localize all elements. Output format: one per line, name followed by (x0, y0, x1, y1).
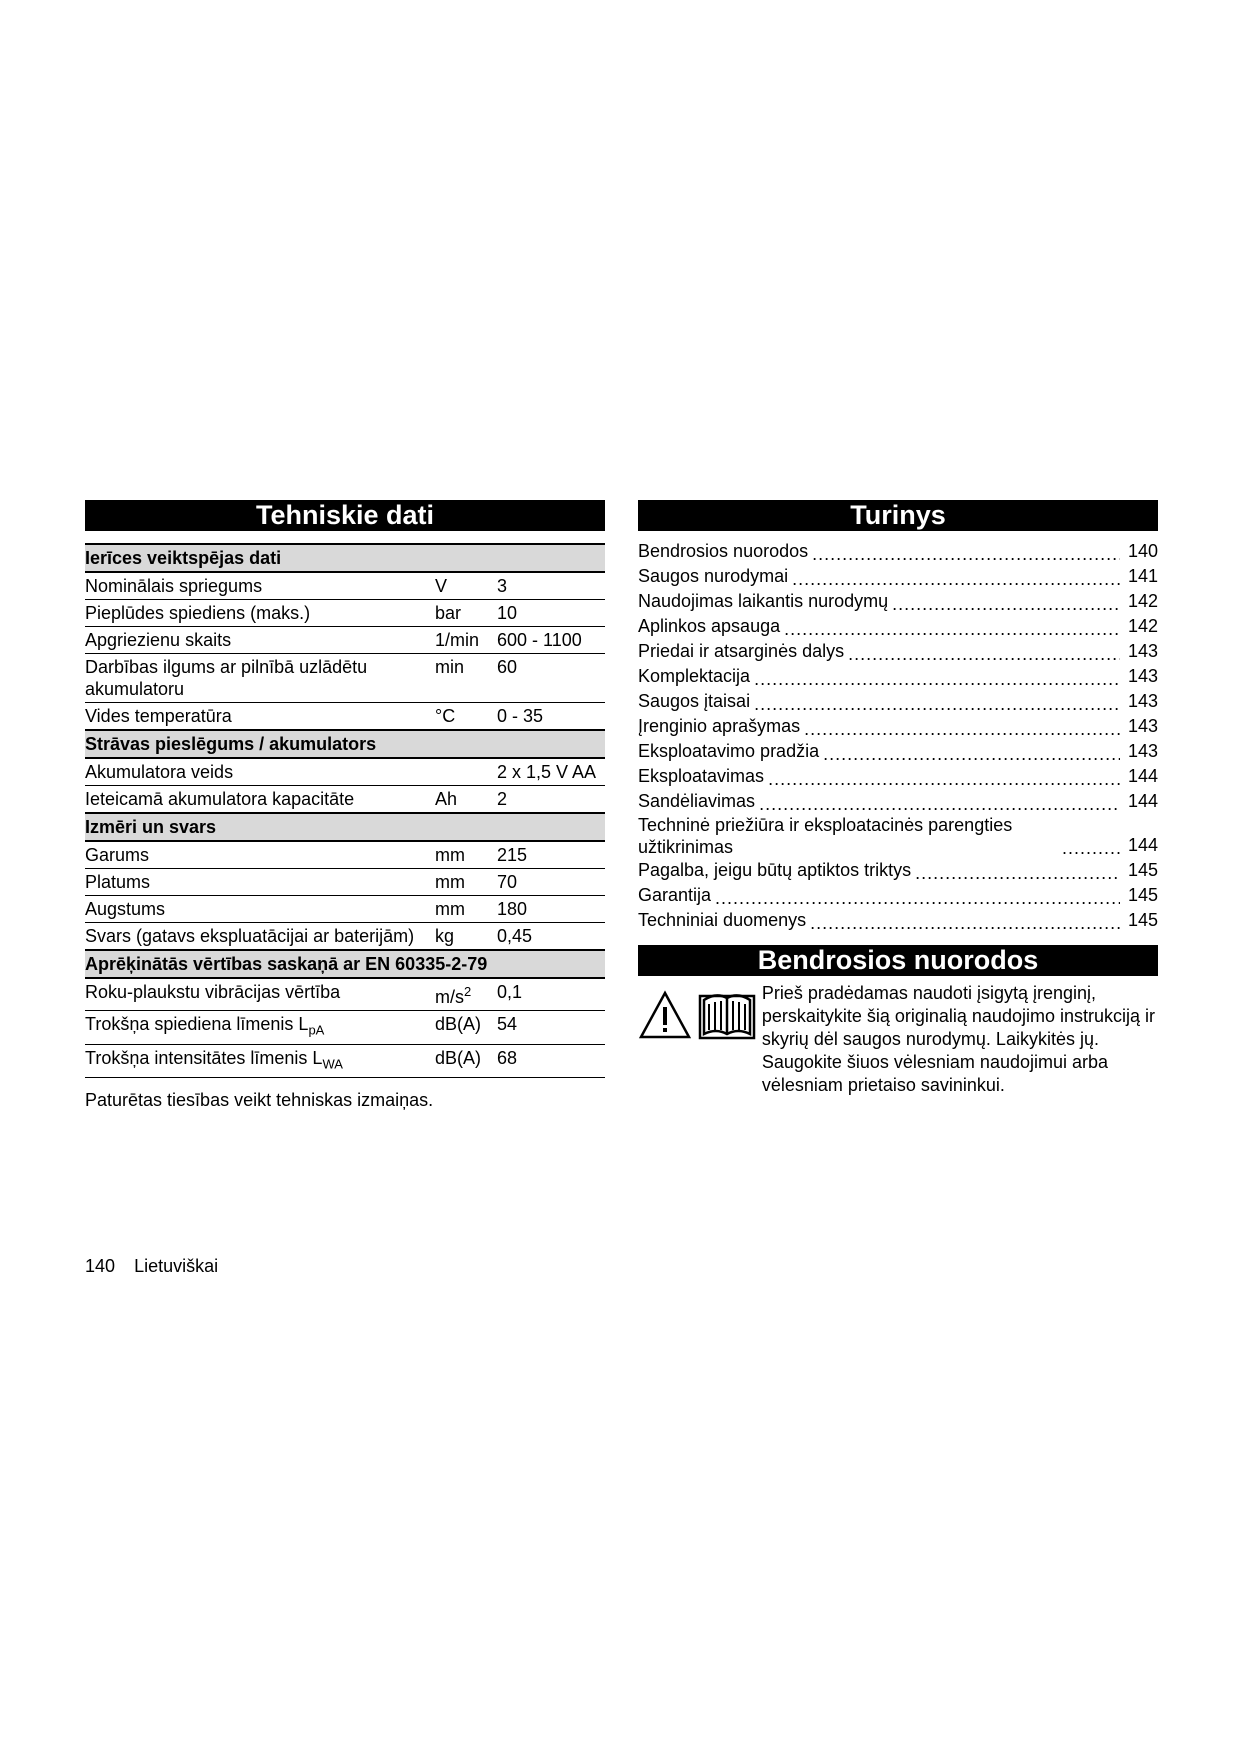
toc-item-label: Bendrosios nuorodos (638, 541, 809, 561)
toc-leader-dots (823, 744, 1120, 764)
rights-note: Paturētas tiesības veikt tehniskas izmaiņas. (85, 1090, 434, 1111)
toc-leader-dots (754, 669, 1120, 689)
spec-label: Trokšņa intensitātes līmenis $L_{WA}$ (85, 1047, 343, 1072)
spec-value: 54 (497, 1014, 518, 1034)
general-notes-intro (638, 982, 1158, 1097)
toc-item-label: Eksploatavimo pradžia (638, 741, 820, 761)
spec-group-heading (85, 950, 605, 978)
toc-item[interactable] (638, 564, 1158, 589)
toc-leader-dots (1062, 838, 1120, 858)
spec-value: 600 - 1100 (497, 630, 582, 650)
toc-item-page: 143 (1127, 666, 1158, 686)
manual-book-icon (698, 990, 756, 1040)
spec-row (85, 654, 605, 703)
toc-item-page: 144 (1127, 766, 1158, 786)
toc-item[interactable] (638, 883, 1158, 908)
spec-value: 0,45 (497, 926, 533, 946)
toc-item-label: Techninė priežiūra ir eksploatacinės parengties užtikrinimas (638, 815, 1013, 857)
toc-item[interactable] (638, 714, 1158, 739)
toc-item-page: 144 (1127, 835, 1158, 855)
spec-table (85, 543, 605, 1078)
toc-item[interactable] (638, 664, 1158, 689)
spec-unit: $m/s^2$ (435, 984, 472, 1007)
spec-label: Darbības ilgums ar pilnībā uzlādētu akumulatoru (85, 657, 368, 699)
spec-unit: V (435, 576, 448, 596)
spec-group-title: Izmēri un svars (85, 813, 605, 841)
spec-label: Ieteicamā akumulatora kapacitāte (85, 789, 355, 809)
technical-data-column (85, 500, 605, 1111)
toc-item[interactable] (638, 689, 1158, 714)
spec-value: 70 (497, 872, 518, 892)
spec-value: 0,1 (497, 982, 523, 1002)
spec-group-title: Aprēķinātās vērtības saskaņā ar EN 60335-2-79 (85, 950, 605, 978)
toc-item[interactable] (638, 539, 1158, 564)
spec-unit: dB(A) (435, 1047, 482, 1068)
toc-item-label: Įrenginio aprašymas (638, 716, 801, 736)
toc-item-label: Sandėliavimas (638, 791, 756, 811)
spec-group-heading (85, 544, 605, 572)
toc-item-label: Pagalba, jeigu būtų aptiktos triktys (638, 860, 912, 880)
toc-leader-dots (768, 769, 1120, 789)
warning-icon (638, 990, 692, 1040)
toc-item-page: 143 (1127, 641, 1158, 661)
toc-leader-dots (792, 569, 1120, 589)
spec-unit: Ah (435, 789, 458, 809)
spec-unit: 1/min (435, 630, 480, 650)
toc-item[interactable] (638, 764, 1158, 789)
spec-value: 2 (497, 789, 508, 809)
spec-row (85, 600, 605, 627)
spec-label: Nominālais spriegums (85, 576, 263, 596)
toc-item-label: Naudojimas laikantis nurodymų (638, 591, 889, 611)
spec-label: Vides temperatūra (85, 706, 232, 726)
toc-leader-dots (784, 619, 1120, 639)
toc-item[interactable] (638, 789, 1158, 814)
spec-unit: mm (435, 872, 465, 892)
spec-unit: dB(A) (435, 1014, 482, 1034)
toc-item[interactable] (638, 639, 1158, 664)
toc-item-page: 142 (1127, 591, 1158, 611)
spec-row (85, 978, 605, 1011)
spec-unit: min (435, 657, 465, 677)
intro-text: Prieš pradėdamas naudoti įsigytą įrenginį, perskaitykite šią originalią naudojimo instrukciją ir skyrių dėl saugos nurodymų. Laikykitės jų. Saugokite šiuos vėlesniam naudojimui arba vėlesniam prietaiso savininkui. (761, 983, 1155, 1095)
toc-item-page: 144 (1127, 791, 1158, 811)
spec-label: Augstums (85, 899, 166, 919)
spec-unit: kg (435, 926, 455, 946)
spec-label: Pieplūdes spiediens (maks.) (85, 603, 311, 623)
toc-leader-dots (804, 719, 1120, 739)
spec-row (85, 1011, 605, 1045)
spec-value: 3 (497, 576, 508, 596)
intro-icons (638, 982, 762, 1097)
spec-value: 180 (497, 899, 528, 919)
spec-group-heading (85, 813, 605, 841)
spec-value: 0 - 35 (497, 706, 544, 726)
spec-label: Garums (85, 845, 150, 865)
spec-unit: bar (435, 603, 462, 623)
toc-item[interactable] (638, 739, 1158, 764)
spec-value: 68 (497, 1047, 518, 1068)
spec-unit: °C (435, 706, 456, 726)
general-notes-title: Bendrosios nuorodos (638, 945, 1158, 976)
toc-leader-dots (848, 644, 1120, 664)
toc-leader-dots (892, 594, 1120, 614)
toc-item[interactable] (638, 614, 1158, 639)
spec-group-title: Ierīces veiktspējas dati (85, 544, 605, 572)
spec-value: 215 (497, 845, 528, 865)
contents-column (638, 500, 1158, 1097)
toc-item[interactable] (638, 908, 1158, 933)
spec-row (85, 703, 605, 731)
toc-item[interactable] (638, 814, 1158, 858)
spec-row (85, 786, 605, 814)
spec-label: Roku-plaukstu vibrācijas vērtība (85, 982, 341, 1002)
spec-row (85, 572, 605, 600)
spec-row (85, 758, 605, 786)
toc-item-label: Komplektacija (638, 666, 751, 686)
toc-item-label: Saugos nurodymai (638, 566, 789, 586)
spec-row (85, 1044, 605, 1078)
toc-item-page: 145 (1127, 860, 1158, 880)
spec-group-title: Strāvas pieslēgums / akumulators (85, 730, 605, 758)
contents-title: Turinys (638, 500, 1158, 531)
toc-item-page: 143 (1127, 691, 1158, 711)
spec-label: Platums (85, 872, 151, 892)
page-number: 140 (85, 1256, 116, 1276)
toc-item-page: 143 (1127, 741, 1158, 761)
spec-value: 2 x 1,5 V AA (497, 762, 597, 782)
toc-leader-dots (715, 888, 1120, 908)
toc-item-page: 142 (1127, 616, 1158, 636)
toc-leader-dots (810, 913, 1120, 933)
toc-item-page: 141 (1127, 566, 1158, 586)
toc-item-page: 145 (1127, 885, 1158, 905)
toc-item-label: Priedai ir atsarginės dalys (638, 641, 845, 661)
spec-label: Trokšņa spiediena līmenis $L_{pA}$ (85, 1014, 325, 1038)
toc-item-page: 143 (1127, 716, 1158, 736)
toc-item-page: 145 (1127, 910, 1158, 930)
spec-unit: mm (435, 845, 465, 865)
spec-label: Akumulatora veids (85, 762, 234, 782)
spec-row (85, 627, 605, 654)
toc-leader-dots (915, 863, 1120, 883)
toc-leader-dots (759, 794, 1120, 814)
table-of-contents (638, 539, 1158, 933)
toc-leader-dots (754, 694, 1120, 714)
page-footer (85, 1256, 232, 1277)
spec-label: Apgriezienu skaits (85, 630, 232, 650)
toc-leader-dots (812, 544, 1120, 564)
toc-item-page: 140 (1127, 541, 1158, 561)
spec-label: Svars (gatavs ekspluatācijai ar baterijām) (85, 926, 415, 946)
spec-row (85, 923, 605, 951)
spec-value: 60 (497, 657, 518, 677)
toc-item[interactable] (638, 589, 1158, 614)
toc-item-label: Saugos įtaisai (638, 691, 751, 711)
toc-item-label: Eksploatavimas (638, 766, 765, 786)
toc-item-label: Garantija (638, 885, 712, 905)
spec-row (85, 841, 605, 869)
toc-item[interactable] (638, 858, 1158, 883)
spec-row (85, 869, 605, 896)
toc-item-label: Aplinkos apsauga (638, 616, 781, 636)
footer-language: Lietuviškai (134, 1256, 219, 1276)
spec-unit: mm (435, 899, 465, 919)
spec-row (85, 896, 605, 923)
toc-item-label: Techniniai duomenys (638, 910, 807, 930)
spec-value: 10 (497, 603, 518, 623)
technical-data-title: Tehniskie dati (85, 500, 605, 531)
spec-unit (435, 758, 497, 786)
spec-group-heading (85, 730, 605, 758)
